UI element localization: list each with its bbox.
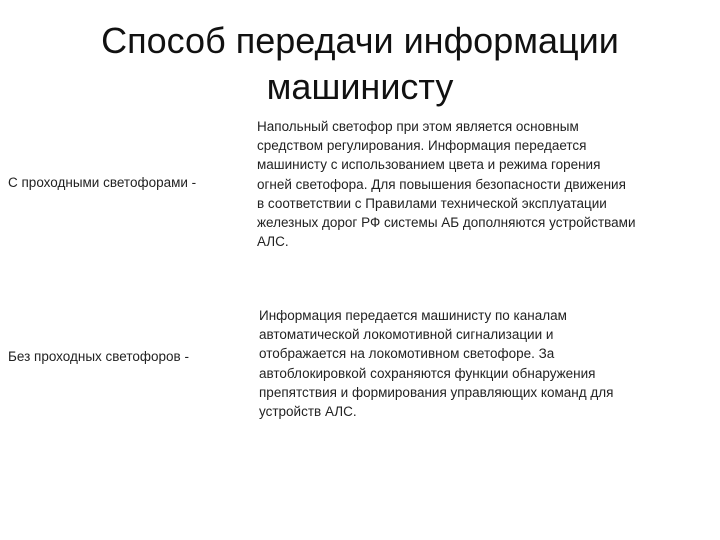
description-line: огней светофора. Для повышения безопасности движения bbox=[257, 176, 626, 192]
description-line: препятствия и формирования управляющих команд для bbox=[259, 384, 614, 400]
description-line: автоблокировкой сохраняются функции обнаружения bbox=[259, 365, 596, 381]
slide-title-line-2: машинисту bbox=[266, 66, 454, 107]
row-label-with-signals: С проходными светофорами - bbox=[8, 175, 197, 190]
description-line: АЛС. bbox=[257, 234, 289, 250]
row-description-with-signals bbox=[257, 117, 717, 251]
description-line: автоматической локомотивной сигнализации и bbox=[259, 327, 554, 343]
description-line: Напольный светофор при этом является основным bbox=[257, 119, 579, 134]
description-line: Информация передается машинисту по каналам bbox=[259, 308, 567, 323]
description-line: устройств АЛС. bbox=[259, 404, 357, 420]
description-line: железных дорог РФ системы АБ дополняются устройствами bbox=[257, 215, 636, 231]
row-description-without-signals bbox=[259, 306, 714, 421]
description-line: машинисту с использованием цвета и режима горения bbox=[257, 157, 601, 173]
slide-title bbox=[60, 18, 660, 110]
row-label-without-signals: Без проходных светофоров - bbox=[8, 349, 189, 364]
slide-title-line-1: Способ передачи информации bbox=[101, 20, 619, 61]
description-line: отображается на локомотивном светофоре. За bbox=[259, 346, 555, 362]
description-line: в соответствии с Правилами технической эксплуатации bbox=[257, 195, 607, 211]
description-line: средством регулирования. Информация передается bbox=[257, 138, 587, 154]
